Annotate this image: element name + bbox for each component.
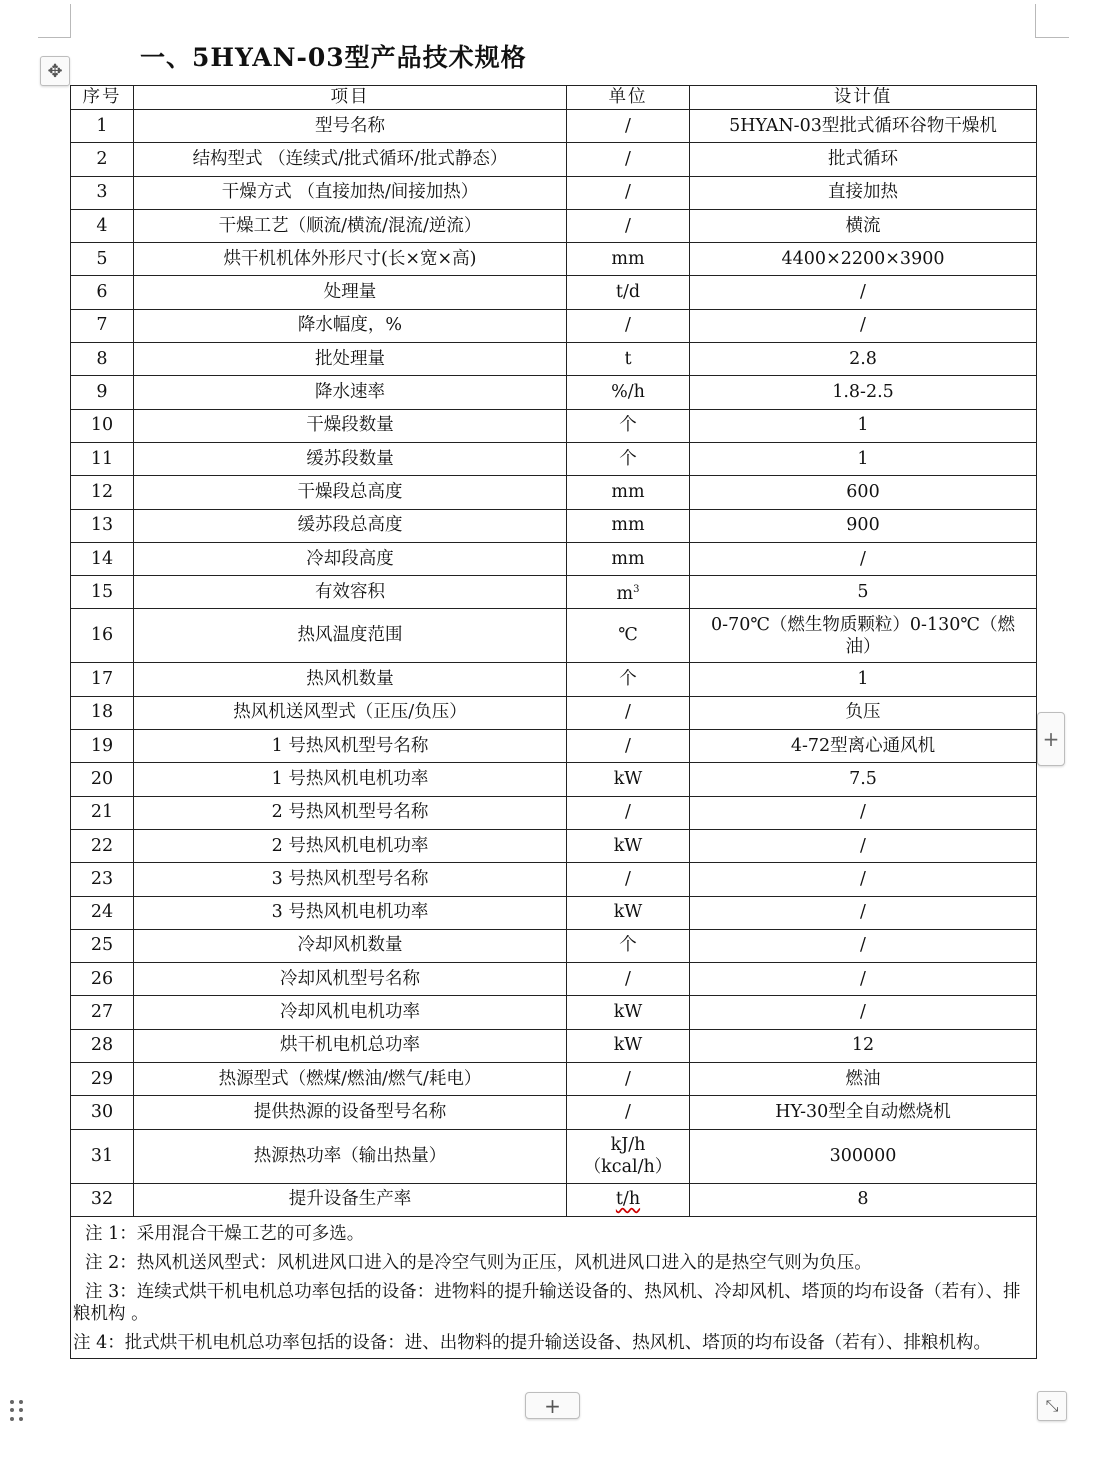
cell-value: 横流 <box>690 209 1037 242</box>
cell-unit: kW <box>567 996 690 1029</box>
plus-icon: + <box>544 1393 561 1418</box>
cell-unit: kW <box>567 896 690 929</box>
crop-mark <box>38 37 71 38</box>
notes-row <box>71 1216 1037 1358</box>
cell-value: 燃油 <box>690 1063 1037 1096</box>
cell-no: 23 <box>71 863 134 896</box>
cell-item: 冷却风机型号名称 <box>134 963 567 996</box>
cell-item: 烘干机电机总功率 <box>134 1029 567 1062</box>
table-row <box>71 442 1037 475</box>
cell-item: 提供热源的设备型号名称 <box>134 1096 567 1129</box>
cell-no: 31 <box>71 1129 134 1183</box>
note-3: 注 3：连续式烘干机电机总功率包括的设备：进物料的提升输送设备的、热风机、冷却风机、塔顶的均布设备（若有）、排粮机构 。 <box>73 1281 1021 1324</box>
header-no: 序号 <box>71 86 134 110</box>
table-row <box>71 1029 1037 1062</box>
cell-value: 4400×2200×3900 <box>690 243 1037 276</box>
cell-unit: / <box>567 1063 690 1096</box>
cell-no: 10 <box>71 409 134 442</box>
cell-item: 降水速率 <box>134 376 567 409</box>
cell-item: 热风机送风型式（正压/负压） <box>134 696 567 729</box>
table-row <box>71 796 1037 829</box>
table-row <box>71 829 1037 862</box>
cell-unit <box>567 1129 690 1183</box>
drag-dots-icon[interactable] <box>10 1400 24 1422</box>
cell-unit: / <box>567 1096 690 1129</box>
move-arrows-icon: ✥ <box>47 60 63 82</box>
cell-value: 5HYAN-03型批式循环谷物干燥机 <box>690 110 1037 143</box>
unit-text: t/h <box>615 1189 641 1210</box>
cell-value: / <box>690 963 1037 996</box>
table-row <box>71 763 1037 796</box>
cell-no: 3 <box>71 176 134 209</box>
cell-unit: 个 <box>567 929 690 962</box>
cell-no: 2 <box>71 143 134 176</box>
header-item: 项目 <box>134 86 567 110</box>
cell-unit <box>567 576 690 609</box>
table-row <box>71 1063 1037 1096</box>
cell-item: 干燥段总高度 <box>134 476 567 509</box>
cell-value: 负压 <box>690 696 1037 729</box>
cell-unit: 个 <box>567 409 690 442</box>
crop-mark <box>1035 4 1036 38</box>
cell-value: / <box>690 309 1037 342</box>
cell-no: 20 <box>71 763 134 796</box>
cell-no: 5 <box>71 243 134 276</box>
spec-table <box>70 85 1037 1359</box>
cell-no: 8 <box>71 343 134 376</box>
header-unit: 单位 <box>567 86 690 110</box>
cell-item: 干燥方式 （直接加热/间接加热） <box>134 176 567 209</box>
cell-no: 18 <box>71 696 134 729</box>
cell-value: / <box>690 276 1037 309</box>
cell-value: / <box>690 896 1037 929</box>
table-row <box>71 176 1037 209</box>
cell-item: 3 号热风机型号名称 <box>134 863 567 896</box>
table-row <box>71 1183 1037 1216</box>
cell-item: 冷却段高度 <box>134 542 567 575</box>
table-row <box>71 110 1037 143</box>
cell-no: 1 <box>71 110 134 143</box>
cell-item: 1 号热风机型号名称 <box>134 730 567 763</box>
resize-diagonal-icon: ⤡ <box>1045 1396 1059 1415</box>
table-row <box>71 542 1037 575</box>
cell-value: HY-30型全自动燃烧机 <box>690 1096 1037 1129</box>
table-row <box>71 276 1037 309</box>
unit-text-line2: （kcal/h） <box>583 1157 673 1178</box>
cell-value: 600 <box>690 476 1037 509</box>
note-1: 注 1：采用混合干燥工艺的可多选。 <box>85 1223 365 1244</box>
cell-unit: t/d <box>567 276 690 309</box>
cell-value: 300000 <box>690 1129 1037 1183</box>
table-row <box>71 309 1037 342</box>
cell-no: 24 <box>71 896 134 929</box>
cell-item: 降水幅度，% <box>134 309 567 342</box>
table-row <box>71 343 1037 376</box>
table-row <box>71 963 1037 996</box>
cell-no: 4 <box>71 209 134 242</box>
table-row <box>71 376 1037 409</box>
cell-unit: / <box>567 963 690 996</box>
cell-unit: mm <box>567 509 690 542</box>
cell-unit: mm <box>567 243 690 276</box>
cell-item: 冷却风机电机功率 <box>134 996 567 1029</box>
cell-no: 9 <box>71 376 134 409</box>
cell-no: 6 <box>71 276 134 309</box>
cell-value: 4-72型离心通风机 <box>690 730 1037 763</box>
table-row <box>71 896 1037 929</box>
table-row <box>71 996 1037 1029</box>
cell-no: 30 <box>71 1096 134 1129</box>
cell-unit: 个 <box>567 663 690 696</box>
cell-no: 29 <box>71 1063 134 1096</box>
table-row <box>71 143 1037 176</box>
note-4: 注 4：批式烘干机电机总功率包括的设备：进、出物料的提升输送设备、热风机、塔顶的均布设备（若有）、排粮机构。 <box>73 1332 991 1353</box>
cell-unit: / <box>567 143 690 176</box>
cell-unit: / <box>567 176 690 209</box>
cell-item: 热风温度范围 <box>134 609 567 663</box>
cell-item: 烘干机机体外形尺寸(长×宽×高) <box>134 243 567 276</box>
table-row <box>71 663 1037 696</box>
cell-item: 热源热功率（输出热量） <box>134 1129 567 1183</box>
cell-item: 处理量 <box>134 276 567 309</box>
cell-unit: / <box>567 309 690 342</box>
cell-value: 1 <box>690 663 1037 696</box>
cell-item: 热风机数量 <box>134 663 567 696</box>
cell-item: 热源型式（燃煤/燃油/燃气/耗电） <box>134 1063 567 1096</box>
cell-unit: / <box>567 796 690 829</box>
table-row <box>71 209 1037 242</box>
cell-unit <box>567 1183 690 1216</box>
document-title: 一、5HYAN-03型产品技术规格 <box>140 43 527 72</box>
cell-item: 结构型式 （连续式/批式循环/批式静态） <box>134 143 567 176</box>
cell-no: 12 <box>71 476 134 509</box>
add-column-button[interactable] <box>1037 712 1065 766</box>
cell-no: 7 <box>71 309 134 342</box>
cell-value: 批式循环 <box>690 143 1037 176</box>
table-row <box>71 476 1037 509</box>
cell-no: 19 <box>71 730 134 763</box>
table-resize-handle[interactable] <box>1037 1391 1067 1421</box>
cell-no: 16 <box>71 609 134 663</box>
cell-item: 提升设备生产率 <box>134 1183 567 1216</box>
cell-no: 22 <box>71 829 134 862</box>
cell-value: / <box>690 863 1037 896</box>
cell-item: 型号名称 <box>134 110 567 143</box>
cell-item: 干燥段数量 <box>134 409 567 442</box>
cell-unit: mm <box>567 476 690 509</box>
cell-value: 7.5 <box>690 763 1037 796</box>
table-row <box>71 509 1037 542</box>
cell-item: 干燥工艺（顺流/横流/混流/逆流） <box>134 209 567 242</box>
cell-value: 900 <box>690 509 1037 542</box>
cell-unit: kW <box>567 829 690 862</box>
table-row <box>71 1096 1037 1129</box>
cell-no: 27 <box>71 996 134 1029</box>
header-value: 设计值 <box>690 86 1037 110</box>
cell-value: 1.8-2.5 <box>690 376 1037 409</box>
cell-no: 13 <box>71 509 134 542</box>
cell-value: 1 <box>690 442 1037 475</box>
cell-unit: / <box>567 110 690 143</box>
table-row <box>71 243 1037 276</box>
cell-no: 11 <box>71 442 134 475</box>
cell-unit: / <box>567 696 690 729</box>
table-header-row <box>71 86 1037 110</box>
cell-value: 直接加热 <box>690 176 1037 209</box>
cell-unit: 个 <box>567 442 690 475</box>
cell-item: 有效容积 <box>134 576 567 609</box>
table-row <box>71 409 1037 442</box>
cell-no: 32 <box>71 1183 134 1216</box>
table-row <box>71 929 1037 962</box>
cell-value: / <box>690 929 1037 962</box>
cell-no: 28 <box>71 1029 134 1062</box>
cell-unit: mm <box>567 542 690 575</box>
unit-superscript: 3 <box>633 584 640 596</box>
unit-text: m <box>616 584 634 605</box>
table-move-handle[interactable] <box>40 56 70 86</box>
cell-item: 3 号热风机电机功率 <box>134 896 567 929</box>
cell-no: 14 <box>71 542 134 575</box>
cell-unit: ℃ <box>567 609 690 663</box>
cell-unit: / <box>567 730 690 763</box>
cell-value: 0-70℃（燃生物质颗粒）0-130℃（燃油） <box>690 609 1037 663</box>
cell-unit: kW <box>567 763 690 796</box>
cell-no: 21 <box>71 796 134 829</box>
cell-value: / <box>690 796 1037 829</box>
add-row-button[interactable] <box>525 1392 580 1419</box>
note-2: 注 2：热风机送风型式：风机进风口进入的是冷空气则为正压，风机进风口进入的是热空气则为负压。 <box>85 1252 872 1273</box>
cell-no: 25 <box>71 929 134 962</box>
table-row <box>71 609 1037 663</box>
cell-item: 2 号热风机电机功率 <box>134 829 567 862</box>
cell-item: 缓苏段总高度 <box>134 509 567 542</box>
cell-value: 5 <box>690 576 1037 609</box>
cell-value: 12 <box>690 1029 1037 1062</box>
notes-cell <box>71 1216 1037 1358</box>
cell-no: 26 <box>71 963 134 996</box>
cell-no: 15 <box>71 576 134 609</box>
cell-item: 批处理量 <box>134 343 567 376</box>
plus-icon: + <box>1042 727 1060 751</box>
cell-value: 1 <box>690 409 1037 442</box>
table-row <box>71 730 1037 763</box>
cell-value: / <box>690 996 1037 1029</box>
cell-unit: kW <box>567 1029 690 1062</box>
cell-value: 8 <box>690 1183 1037 1216</box>
cell-value: 2.8 <box>690 343 1037 376</box>
unit-text: kJ/h <box>610 1135 646 1156</box>
cell-no: 17 <box>71 663 134 696</box>
cell-value: / <box>690 542 1037 575</box>
cell-item: 缓苏段数量 <box>134 442 567 475</box>
cell-unit: t <box>567 343 690 376</box>
table-row <box>71 863 1037 896</box>
crop-mark <box>1035 37 1069 38</box>
cell-item: 2 号热风机型号名称 <box>134 796 567 829</box>
table-row <box>71 1129 1037 1183</box>
cell-unit: / <box>567 209 690 242</box>
cell-item: 冷却风机数量 <box>134 929 567 962</box>
table-row <box>71 696 1037 729</box>
cell-item: 1 号热风机电机功率 <box>134 763 567 796</box>
cell-unit: / <box>567 863 690 896</box>
cell-unit: %/h <box>567 376 690 409</box>
table-row <box>71 576 1037 609</box>
crop-mark <box>70 4 71 38</box>
cell-value: / <box>690 829 1037 862</box>
